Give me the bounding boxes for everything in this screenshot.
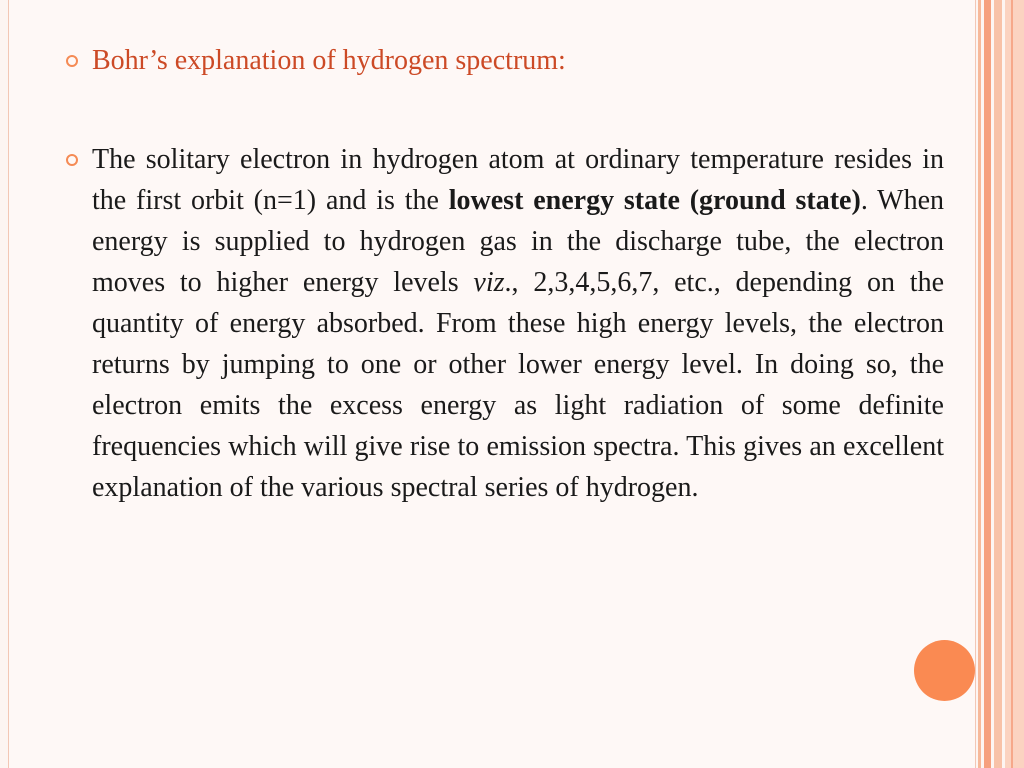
paragraph-text: The solitary electron in hydrogen atom at ordinary temperature resides in the first orbit (n=1) and is the bbox=[92, 144, 944, 216]
paragraph-text: ., 2,3,4,5,6,7, etc., depending on the quantity of energy absorbed. From these high energy levels, the electron returns by jumping to one or other lower energy level. In doing so, the electron emits the excess energy as light radiation of some definite frequencies which will give rise to emission spectra. This gives an excellent explanation of the various spectral series of hydrogen. bbox=[92, 267, 944, 503]
decorative-stripe bbox=[984, 0, 991, 768]
paragraph-text: . When energy is supplied to hydrogen gas in the discharge tube, the electron moves to higher energy levels bbox=[92, 185, 944, 298]
bold-term: lowest energy state (ground state) bbox=[448, 185, 861, 216]
body-paragraph bbox=[92, 139, 944, 508]
slide-heading: Bohr’s explanation of hydrogen spectrum: bbox=[92, 45, 566, 76]
decorative-stripe bbox=[978, 0, 981, 768]
decorative-stripe bbox=[1005, 0, 1024, 768]
ring-bullet-icon bbox=[66, 154, 78, 166]
decorative-stripe bbox=[994, 0, 1002, 768]
decorative-stripe bbox=[1011, 0, 1013, 768]
decorative-circle bbox=[914, 640, 975, 701]
italic-term: viz bbox=[473, 267, 505, 298]
ring-bullet-icon bbox=[66, 55, 78, 67]
